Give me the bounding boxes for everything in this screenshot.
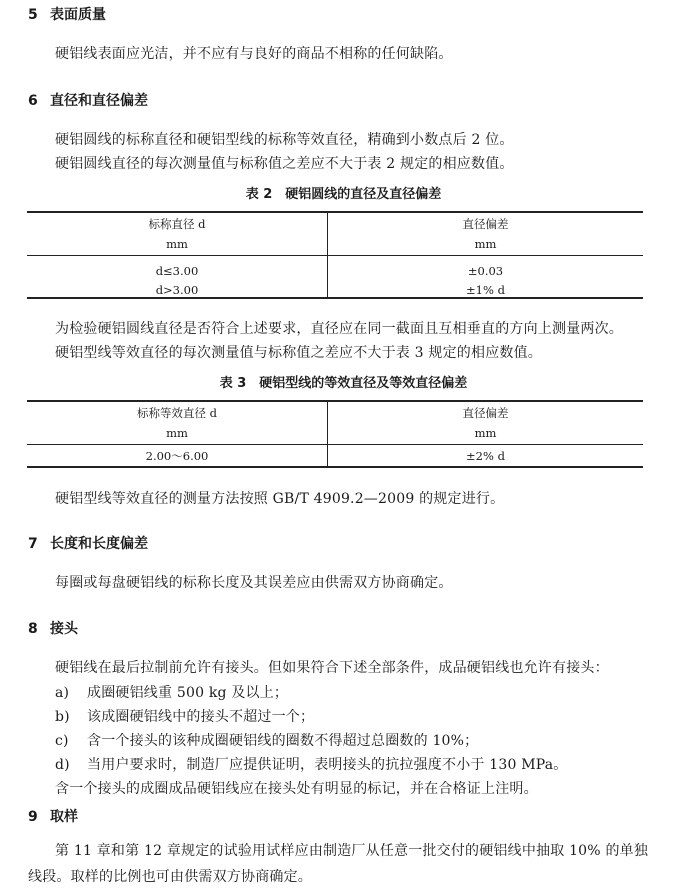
- section-number: 7: [28, 536, 38, 552]
- table-header-row: [27, 402, 643, 445]
- section-number: 8: [28, 621, 38, 637]
- table-row: [27, 445, 643, 468]
- table-row: [27, 281, 643, 299]
- list-item-text: 成圈硬铝线重 500 kg 及以上；: [87, 685, 289, 701]
- column-unit-label: mm: [166, 426, 188, 440]
- table-3-caption: 表 3 硬铝型线的等效直径及等效直径偏差: [219, 376, 468, 391]
- column-header-label: 标称直径 d: [148, 217, 206, 231]
- table-cell: d≤3.00: [27, 256, 328, 282]
- table-header-cell: [328, 213, 644, 256]
- section-title: 表面质量: [50, 7, 106, 23]
- section-5-heading: [28, 4, 106, 24]
- section-number: 6: [28, 93, 38, 109]
- table-2-caption: 表 2 硬铝圆线的直径及直径偏差: [245, 187, 442, 202]
- column-unit-label: mm: [474, 426, 497, 440]
- list-item-label: d): [55, 757, 70, 773]
- section-9-paragraph: 第 11 章和第 12 章规定的试验用试样应由制造厂从任意一批交付的硬铝线中抽取 10% 的单独线段。取样的比例也可由供需双方协商确定。: [28, 843, 649, 885]
- list-item: [55, 754, 568, 774]
- section-title: 接头: [50, 621, 78, 637]
- list-item: [55, 682, 288, 702]
- section-6-paragraph-3: 为检验硬铝圆线直径是否符合上述要求，直径应在同一截面且互相垂直的方向上测量两次。: [55, 321, 623, 337]
- column-unit-label: mm: [166, 237, 188, 251]
- column-header-label: 直径偏差: [462, 406, 509, 420]
- table-header-cell: [27, 213, 328, 256]
- section-8-closing: 含一个接头的成圈成品硬铝线应在接头处有明显的标记，并在合格证上注明。: [55, 781, 538, 797]
- section-8-intro: 硬铝线在最后拉制前允许有接头。但如果符合下述全部条件，成品硬铝线也允许有接头：: [55, 660, 609, 676]
- section-number: 9: [28, 809, 38, 825]
- list-item-label: c): [55, 733, 69, 749]
- list-item-text: 当用户要求时，制造厂应提供证明，表明接头的抗拉强度不小于 130 MPa。: [87, 757, 568, 773]
- section-6-heading: [28, 90, 148, 110]
- section-title: 直径和直径偏差: [50, 93, 148, 109]
- section-6-paragraph-1: 硬铝圆线的标称直径和硬铝型线的标称等效直径，精确到小数点后 2 位。: [55, 132, 514, 148]
- table-3: [27, 402, 643, 467]
- column-unit-label: mm: [474, 237, 497, 251]
- section-5-paragraph: 硬铝线表面应光洁，并不应有与良好的商品不相称的任何缺陷。: [55, 46, 453, 62]
- table-cell: d>3.00: [27, 281, 328, 299]
- section-6-paragraph-2: 硬铝圆线直径的每次测量值与标称值之差应不大于表 2 规定的相应数值。: [55, 156, 514, 172]
- table-2: [27, 213, 643, 299]
- table-cell: 2.00～6.00: [27, 445, 328, 468]
- section-title: 长度和长度偏差: [50, 536, 148, 552]
- column-header-label: 标称等效直径 d: [136, 406, 218, 420]
- section-8-heading: [28, 618, 78, 638]
- column-header-label: 直径偏差: [462, 217, 509, 231]
- table-header-row: [27, 213, 643, 256]
- list-item: [55, 730, 478, 750]
- section-title: 取样: [50, 809, 78, 825]
- section-7-heading: [28, 533, 148, 553]
- list-item-label: b): [55, 709, 70, 725]
- list-item: [55, 706, 314, 726]
- table-header-cell: [328, 402, 644, 445]
- table-header-cell: [27, 402, 328, 445]
- table-cell: ±1% d: [466, 283, 505, 297]
- section-6-paragraph-4: 硬铝型线等效直径的每次测量值与标称值之差应不大于表 3 规定的相应数值。: [55, 345, 543, 361]
- table-row: [27, 256, 643, 282]
- section-7-paragraph: 每圈或每盘硬铝线的标称长度及其误差应由供需双方协商确定。: [55, 575, 453, 591]
- section-number: 5: [28, 7, 38, 23]
- list-item-label: a): [55, 685, 70, 701]
- list-item-text: 该成圈硬铝线中的接头不超过一个；: [87, 709, 315, 725]
- table-cell: ±2% d: [466, 449, 505, 463]
- list-item-text: 含一个接头的该种成圈硬铝线的圈数不得超过总圈数的 10%；: [87, 733, 479, 749]
- table-cell: ±0.03: [467, 263, 504, 278]
- section-6-paragraph-5: 硬铝型线等效直径的测量方法按照 GB/T 4909.2—2009 的规定进行。: [55, 491, 505, 507]
- section-9-heading: [28, 806, 78, 826]
